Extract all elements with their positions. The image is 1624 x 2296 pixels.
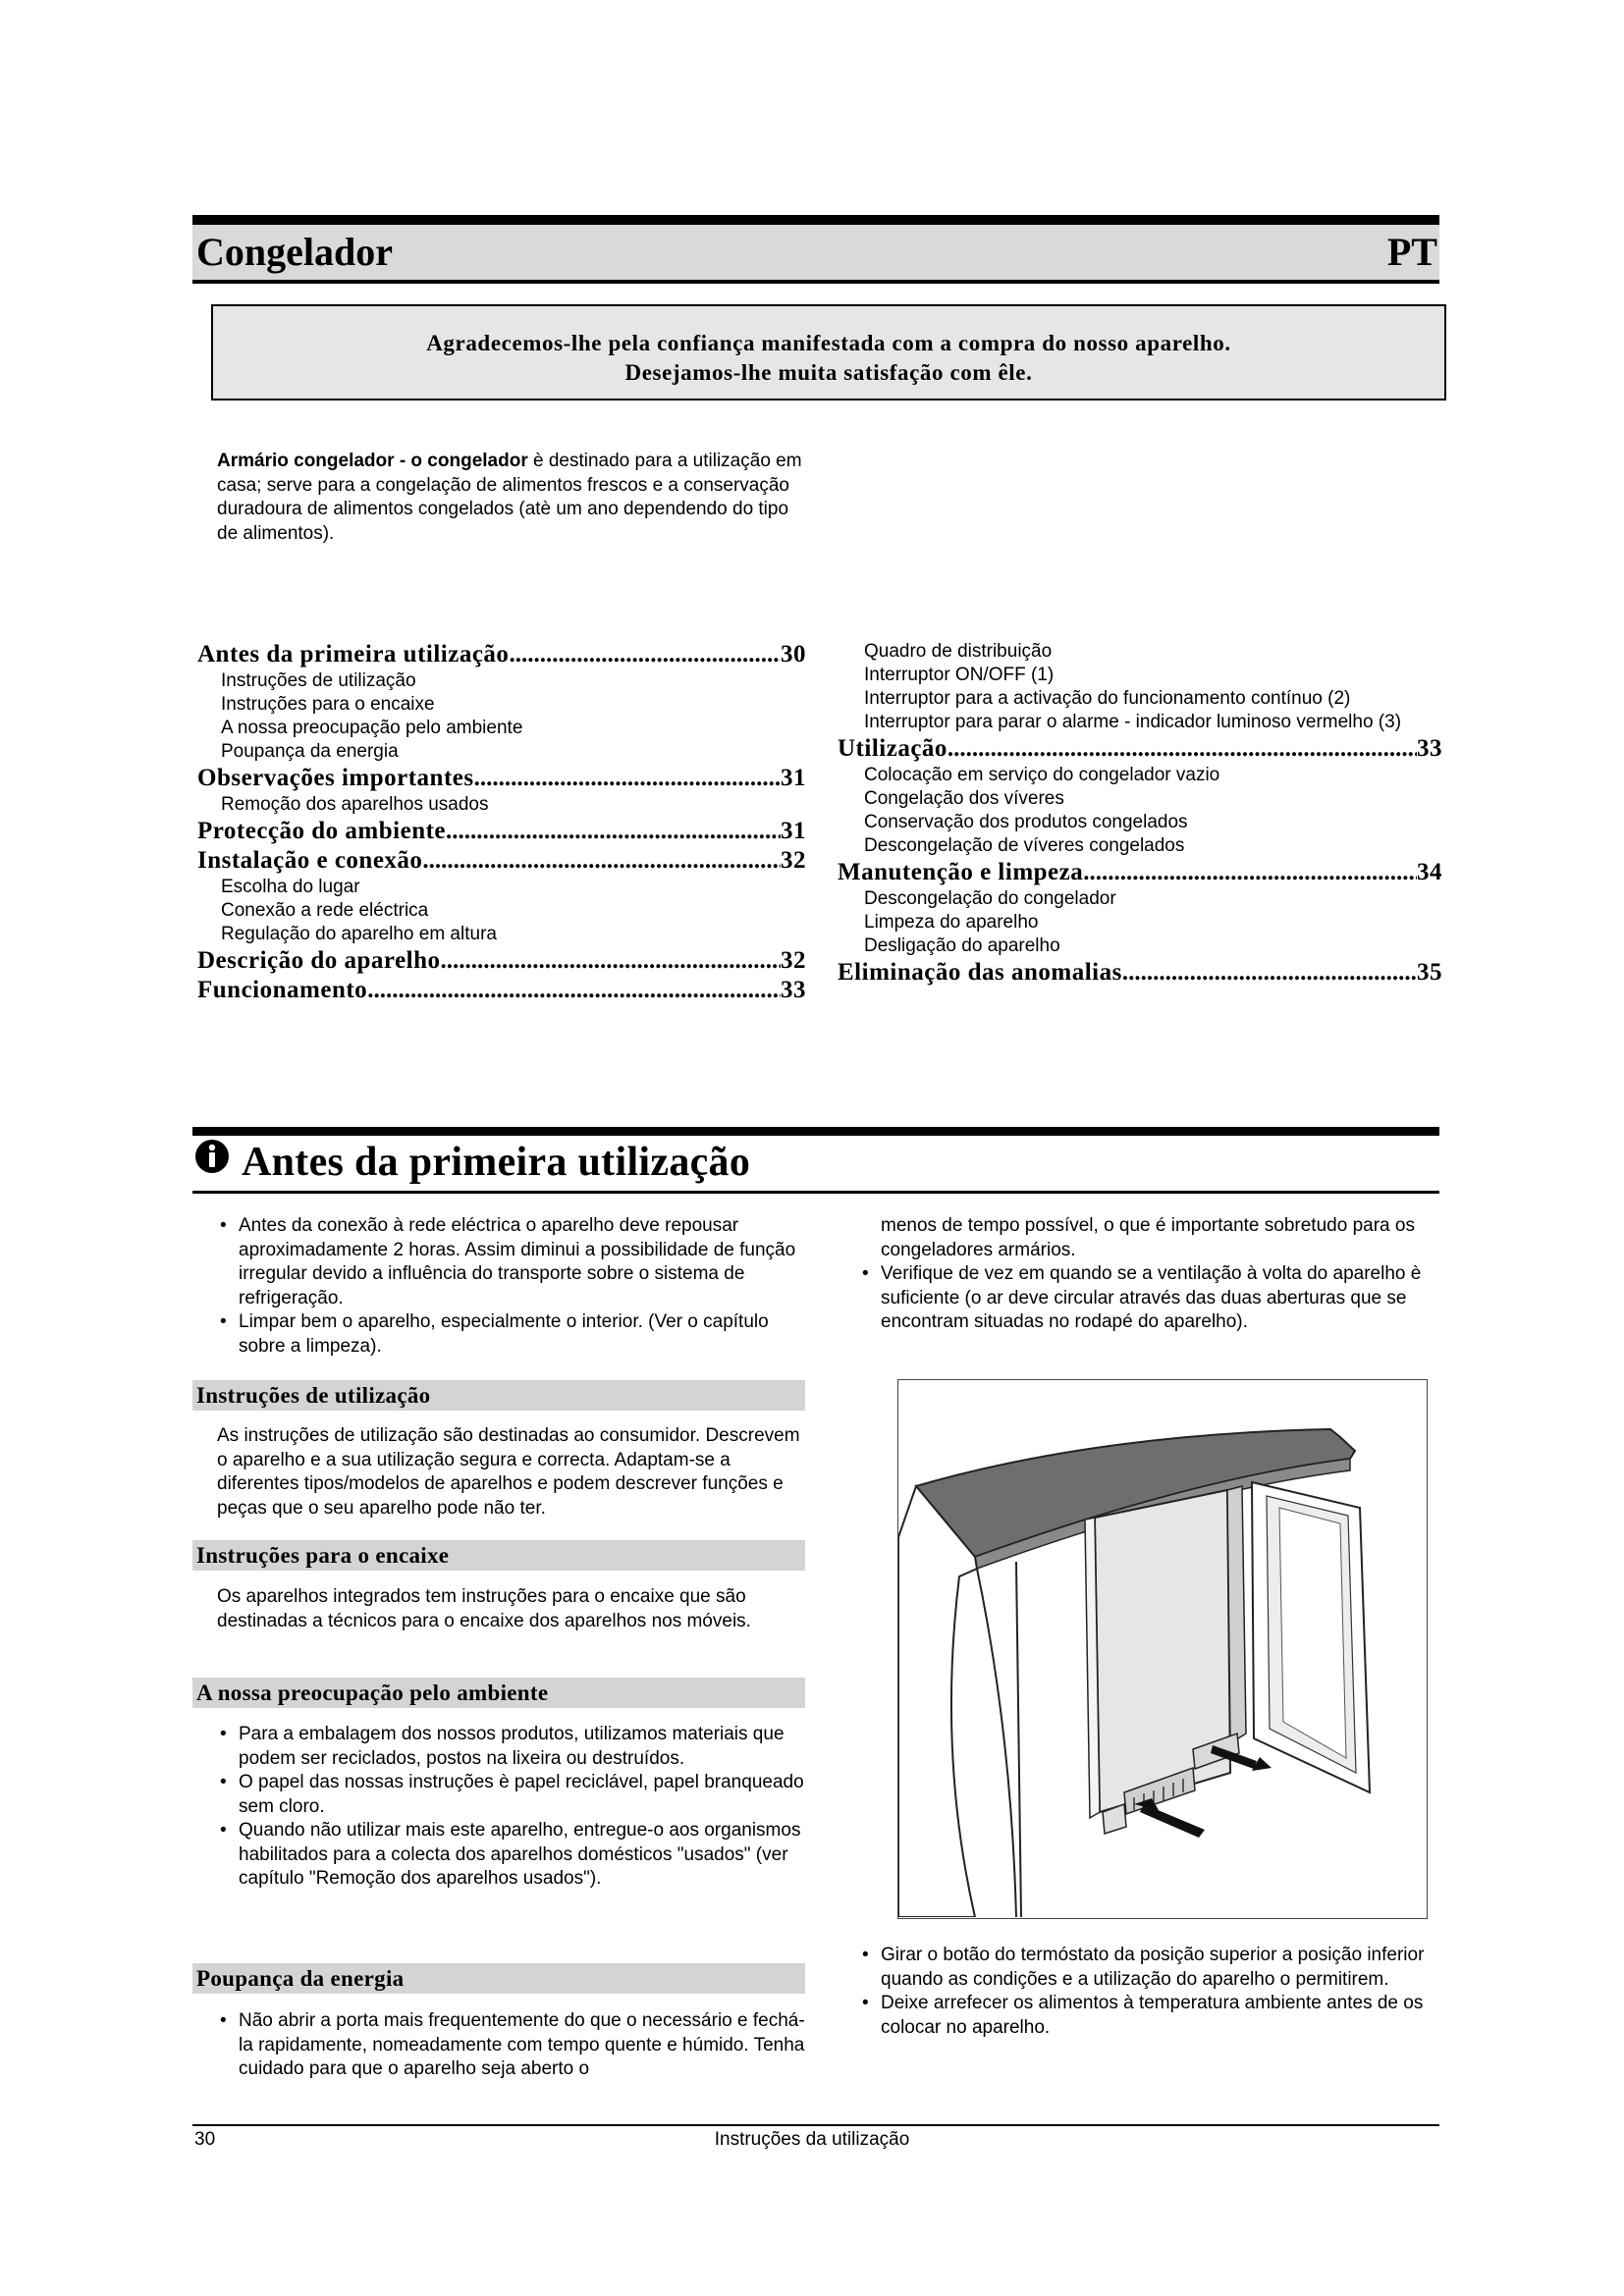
list-item: • Antes da conexão à rede eléctrica o aparelho deve repousar aproximadamente 2 horas. Assim diminui a possibilidade de função irregular devido a influência do transporte sobre o sistema de refrigeração. bbox=[217, 1214, 806, 1310]
footer-text: Instruções da utilização bbox=[714, 2129, 910, 2150]
subheading-instrucoes-utilizacao: Instruções de utilização bbox=[192, 1380, 805, 1411]
list-item: • Quando não utilizar mais este aparelho, entregue-o aos organismos habilitados para a colecta dos aparelhos domésticos "usados" (ver capítulo "Remoção dos aparelhos usados"). bbox=[217, 1819, 806, 1892]
toc-leader-dots bbox=[1122, 958, 1417, 988]
toc-entry-page: 31 bbox=[781, 818, 806, 844]
toc-entry bbox=[838, 858, 1442, 887]
toc-subentry: Colocação em serviço do congelador vazio bbox=[864, 765, 1220, 785]
list-item: • Limpar bem o aparelho, especialmente o interior. (Ver o capítulo sobre a limpeza). bbox=[217, 1310, 806, 1359]
toc-subentry: Remoção dos aparelhos usados bbox=[221, 794, 489, 815]
header-bottom-rule bbox=[192, 280, 1439, 284]
toc-entry-label: Eliminação das anomalias bbox=[838, 959, 1122, 986]
toc-subentry: Poupança da energia bbox=[221, 741, 399, 762]
right-bottom-bullets bbox=[859, 1944, 1438, 2040]
energia-bullets bbox=[217, 2009, 806, 2082]
toc-entry-label: Instalação e conexão bbox=[197, 847, 423, 874]
toc-entry-page: 32 bbox=[781, 947, 806, 974]
toc-entry-label: Descrição do aparelho bbox=[197, 947, 441, 974]
thanks-line-1: Agradecemos-lhe pela confiança manifestada com a compra do nosso aparelho. bbox=[426, 331, 1231, 355]
list-item: • Deixe arrefecer os alimentos à temperatura ambiente antes de os colocar no aparelho. bbox=[859, 1992, 1438, 2040]
toc-entry-label: Antes da primeira utilização bbox=[197, 641, 510, 667]
toc-leader-dots bbox=[446, 817, 781, 846]
section-title: Antes da primeira utilização bbox=[242, 1140, 751, 1185]
toc-subentry: Regulação do aparelho em altura bbox=[221, 924, 497, 944]
toc-entry-label: Funcionamento bbox=[197, 977, 368, 1003]
toc-subentry: Descongelação de víveres congelados bbox=[864, 835, 1185, 856]
toc-subentry: Interruptor para a activação do funcionamento contínuo (2) bbox=[864, 688, 1351, 709]
toc-entry-page: 34 bbox=[1417, 859, 1442, 885]
header-top-rule bbox=[192, 215, 1439, 225]
list-item: • Girar o botão do termóstato da posição superior a posição inferior quando as condições e a utilização do aparelho o permitirem. bbox=[859, 1944, 1438, 1992]
toc-subentry: Conexão a rede eléctrica bbox=[221, 900, 429, 921]
toc-leader-dots bbox=[367, 976, 781, 1005]
toc-subentry: Interruptor ON/OFF (1) bbox=[864, 665, 1055, 685]
page-number: 30 bbox=[194, 2129, 216, 2150]
subheading-ambiente: A nossa preocupação pelo ambiente bbox=[192, 1678, 805, 1708]
section-bottom-rule bbox=[192, 1191, 1439, 1194]
toc-leader-dots bbox=[422, 846, 781, 876]
toc-subentry: Interruptor para parar o alarme - indicador luminoso vermelho (3) bbox=[864, 712, 1402, 732]
toc-entry-label: Manutenção e limpeza bbox=[838, 859, 1084, 885]
right-top-text bbox=[859, 1214, 1438, 1335]
toc-subentry: Instruções de utilização bbox=[221, 670, 416, 691]
toc-subentry: A nossa preocupação pelo ambiente bbox=[221, 718, 523, 738]
toc-subentry: Instruções para o encaixe bbox=[221, 694, 435, 715]
toc-entry bbox=[197, 817, 806, 846]
toc-subentry: Desligação do aparelho bbox=[864, 935, 1060, 956]
toc-leader-dots bbox=[509, 640, 781, 669]
toc-entry bbox=[838, 734, 1442, 764]
toc-leader-dots bbox=[441, 946, 781, 976]
list-item: • O papel das nossas instruções è papel reciclável, papel branqueado sem cloro. bbox=[217, 1771, 806, 1819]
intro-bold: Armário congelador - o congelador bbox=[217, 451, 528, 471]
toc-left-column bbox=[197, 640, 806, 1005]
thanks-box bbox=[211, 304, 1446, 400]
toc-entry-page: 35 bbox=[1417, 959, 1442, 986]
toc-leader-dots bbox=[947, 734, 1417, 764]
subheading-energia: Poupança da energia bbox=[192, 1963, 805, 1994]
toc-entry-page: 33 bbox=[1417, 735, 1442, 762]
section-top-rule bbox=[192, 1127, 1439, 1136]
subheading-instrucoes-encaixe: Instruções para o encaixe bbox=[192, 1540, 805, 1571]
toc-entry-label: Protecção do ambiente bbox=[197, 818, 447, 844]
page-title: Congelador bbox=[196, 230, 393, 274]
continuation-text: menos de tempo possível, o que é importante sobretudo para os congeladores armários. bbox=[881, 1215, 1415, 1260]
toc-entry-label: Utilização bbox=[838, 735, 947, 762]
toc-right-column bbox=[838, 640, 1442, 988]
list-item: • Verifique de vez em quando se a ventilação à volta do aparelho è suficiente (o ar deve circular através das duas aberturas que se encontram situadas no rodapé do aparelho). bbox=[859, 1262, 1438, 1335]
paragraph-instrucoes-encaixe: Os aparelhos integrados tem instruções para o encaixe que são destinadas a técnicos para o encaixe dos aparelhos nos móveis. bbox=[217, 1586, 751, 1631]
toc-leader-dots bbox=[474, 764, 781, 793]
toc-entry-page: 32 bbox=[781, 847, 806, 874]
toc-subentry: Limpeza do aparelho bbox=[864, 912, 1039, 933]
ambiente-bullets bbox=[217, 1723, 806, 1892]
toc-subentry: Escolha do lugar bbox=[221, 877, 360, 897]
toc-entry-page: 31 bbox=[781, 765, 806, 791]
intro-text: è destinado para a utilização em casa; serve para a congelação de alimentos frescos e a conservação duradoura de alimentos congelados (atè um ano dependendo do tipo de alimentos). bbox=[217, 451, 802, 544]
language-code: PT bbox=[1386, 230, 1437, 274]
toc-entry-page: 33 bbox=[781, 977, 806, 1003]
list-item: • Para a embalagem dos nossos produtos, utilizamos materiais que podem ser reciclados, postos na lixeira ou destruídos. bbox=[217, 1723, 806, 1771]
list-item: • Não abrir a porta mais frequentemente do que o necessário e fechá-la rapidamente, nomeadamente com tempo quente e húmido. Tenha cuidado para que o aparelho seja aberto o bbox=[217, 2009, 806, 2082]
toc-subentry: Descongelação do congelador bbox=[864, 888, 1116, 909]
toc-subentry: Conservação dos produtos congelados bbox=[864, 812, 1188, 832]
toc-entry bbox=[197, 640, 806, 669]
toc-entry-label: Observações importantes bbox=[197, 765, 474, 791]
toc-entry bbox=[197, 846, 806, 876]
toc-entry bbox=[838, 958, 1442, 988]
toc-entry bbox=[197, 764, 806, 793]
appliance-illustration bbox=[897, 1379, 1428, 1919]
paragraph-instrucoes-utilizacao: As instruções de utilização são destinadas ao consumidor. Descrevem o aparelho e a sua utilização segura e correcta. Adaptam-se a diferentes tipos/modelos de aparelhos e podem descrever funções e peças que o seu aparelho pode não ter. bbox=[217, 1425, 800, 1519]
toc-entry bbox=[197, 946, 806, 976]
footer-rule bbox=[192, 2124, 1439, 2126]
toc-subentry: Congelação dos víveres bbox=[864, 788, 1064, 809]
toc-subentry: Quadro de distribuição bbox=[864, 641, 1053, 662]
toc-leader-dots bbox=[1083, 858, 1417, 887]
toc-entry bbox=[197, 976, 806, 1005]
built-in-freezer-drawing bbox=[898, 1380, 1426, 1917]
left-bullets bbox=[217, 1214, 806, 1359]
toc-entry-page: 30 bbox=[781, 641, 806, 667]
info-icon bbox=[194, 1139, 230, 1174]
thanks-line-2: Desejamos-lhe muita satisfação com êle. bbox=[624, 360, 1033, 385]
intro-paragraph bbox=[217, 450, 806, 546]
